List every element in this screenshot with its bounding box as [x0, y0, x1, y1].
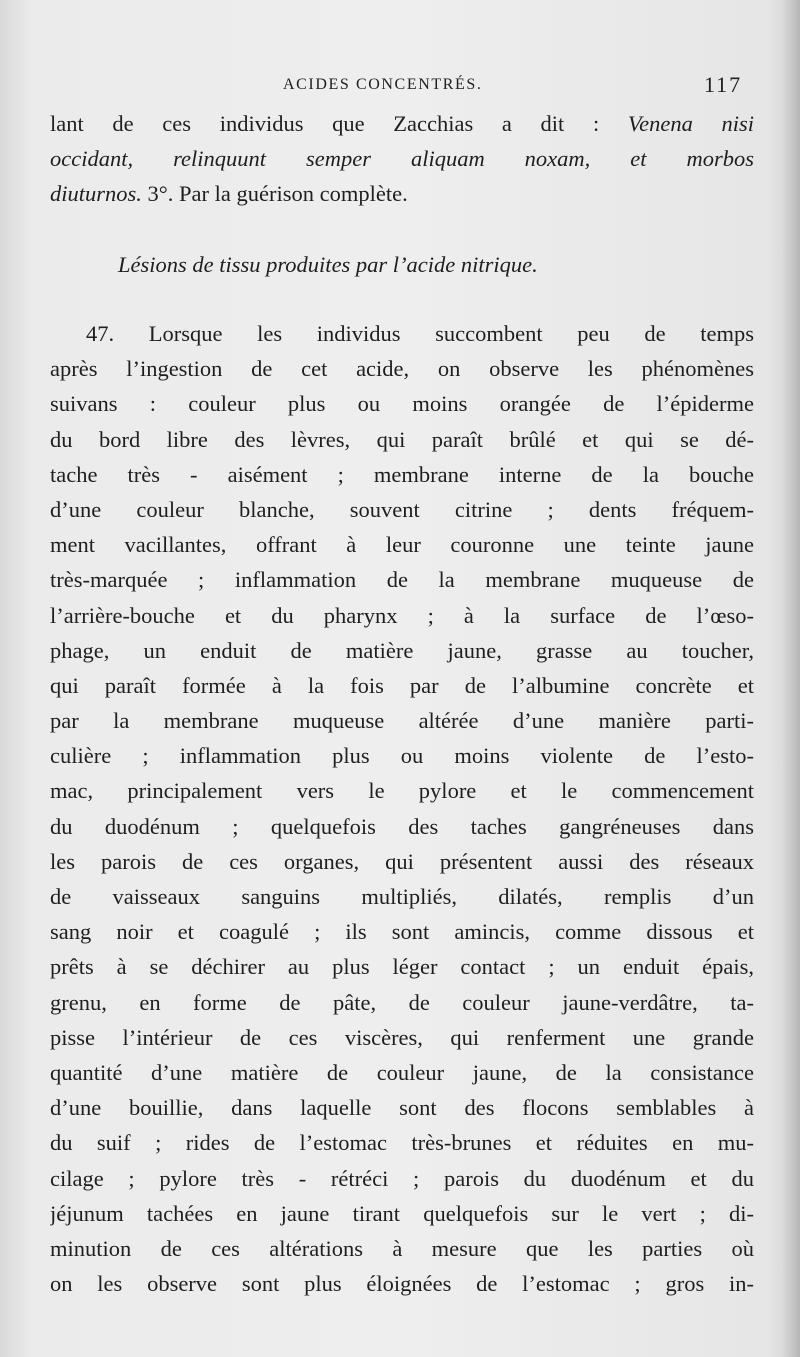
text-line: grenu, en forme de pâte, de couleur jaune-verdâtre, ta-: [50, 989, 754, 1015]
text-line: 47. Lorsque les individus succombent peu de temps: [86, 321, 754, 346]
page-edge-shadow: [782, 0, 800, 1357]
text-line: diuturnos. 3°. Par la guérison complète.: [50, 181, 408, 207]
text-line: minution de ces altérations à mesure que les parties où: [50, 1235, 754, 1261]
text-line: par la membrane muqueuse altérée d’une manière parti-: [50, 708, 754, 734]
text-line: très-marquée ; inflammation de la membrane muqueuse de: [50, 567, 754, 593]
running-title: ACIDES CONCENTRÉS.: [283, 76, 483, 93]
text-line: qui paraît formée à la fois par de l’albumine concrète et: [50, 672, 754, 698]
text-line: on les observe sont plus éloignées de l’estomac ; gros in-: [50, 1271, 754, 1297]
continuation-text: [50, 106, 754, 212]
text-line: phage, un enduit de matière jaune, grasse au toucher,: [50, 637, 754, 663]
text-line: lant de ces individus que Zacchias a dit : Venena nisi: [50, 111, 754, 136]
section-heading: Lésions de tissu produites par l’acide nitrique.: [118, 252, 538, 277]
text-line: d’une bouillie, dans laquelle sont des flocons semblables à: [50, 1095, 754, 1121]
text-line: d’une couleur blanche, souvent citrine ; dents fréquem-: [50, 496, 754, 522]
text-line: jéjunum tachées en jaune tirant quelquefois sur le vert ; di-: [50, 1200, 754, 1226]
text-line: cilage ; pylore très - rétréci ; parois du duodénum et du: [50, 1165, 754, 1191]
text-line: pisse l’intérieur de ces viscères, qui renferment une grande: [50, 1024, 754, 1050]
text-line: ment vacillantes, offrant à leur couronne une teinte jaune: [50, 532, 754, 558]
text-line: de vaisseaux sanguins multipliés, dilatés, remplis d’un: [50, 884, 754, 909]
text-line: mac, principalement vers le pylore et le commencement: [50, 778, 754, 804]
running-head: [0, 72, 800, 102]
text-line: occidant, relinquunt semper aliquam noxam, et morbos: [50, 146, 754, 172]
text-line: quantité d’une matière de couleur jaune, de la consistance: [50, 1059, 754, 1085]
text-line: tache très - aisément ; membrane interne de la bouche: [50, 461, 754, 487]
page-number: 117: [704, 72, 743, 97]
text-line: du duodénum ; quelquefois des taches gangréneuses dans: [50, 813, 754, 839]
text-line: du bord libre des lèvres, qui paraît brûlé et qui se dé-: [50, 426, 754, 452]
text-line: l’arrière-bouche et du pharynx ; à la surface de l’œso-: [50, 602, 754, 628]
text-line: sang noir et coagulé ; ils sont amincis, comme dissous et: [50, 919, 754, 945]
text-line: après l’ingestion de cet acide, on observe les phénomènes: [50, 356, 754, 382]
paragraph-47: [50, 316, 754, 1301]
text-line: les parois de ces organes, qui présentent aussi des réseaux: [50, 848, 754, 874]
text-line: suivans : couleur plus ou moins orangée de l’épiderme: [50, 391, 754, 417]
text-line: prêts à se déchirer au plus léger contact ; un enduit épais,: [50, 954, 754, 980]
text-line: du suif ; rides de l’estomac très-brunes et réduites en mu-: [50, 1130, 754, 1156]
text-line: culière ; inflammation plus ou moins violente de l’esto-: [50, 743, 754, 769]
